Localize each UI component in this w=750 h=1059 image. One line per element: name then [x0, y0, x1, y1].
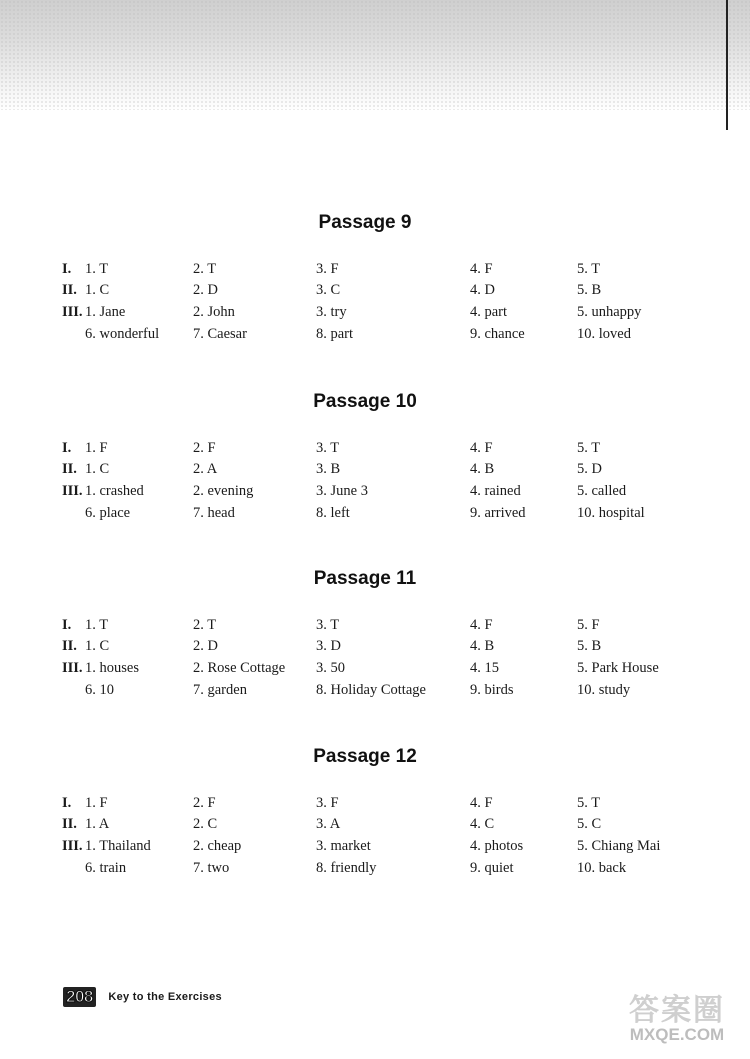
- answer-item: 3. try: [316, 304, 347, 320]
- answer-row: [0, 638, 750, 658]
- answer-item: 1. C: [85, 461, 110, 477]
- answer-item: 1. C: [85, 282, 110, 298]
- page-footer: [63, 987, 222, 1007]
- answer-item: 2. C: [193, 816, 218, 832]
- page-number: 208: [63, 987, 96, 1007]
- answer-item: 7. Caesar: [193, 326, 247, 342]
- passage-title: Passage 10: [313, 391, 417, 412]
- answer-item: 5. T: [577, 261, 601, 277]
- answer-item: 2. T: [193, 261, 217, 277]
- watermark-url: MXQE.COM: [629, 1025, 725, 1044]
- answer-item: 5. T: [577, 795, 601, 811]
- answer-row: [0, 483, 750, 503]
- answer-item: 5. unhappy: [577, 304, 642, 320]
- answer-item: 5. B: [577, 638, 602, 654]
- scan-shadow: [0, 0, 750, 110]
- answer-item: 1. houses: [85, 660, 139, 676]
- answer-item: 1. T: [85, 617, 109, 633]
- answer-item: 9. quiet: [470, 860, 514, 876]
- answer-row: [0, 795, 750, 815]
- answer-item: 4. F: [470, 617, 493, 633]
- answer-item: 4. F: [470, 795, 493, 811]
- answer-item: 5. D: [577, 461, 602, 477]
- answer-item: 3. 50: [316, 660, 345, 676]
- answer-item: 1. Jane: [85, 304, 126, 320]
- answer-item: 2. evening: [193, 483, 254, 499]
- passage-title: Passage 11: [313, 568, 417, 589]
- answer-row: [0, 440, 750, 460]
- answer-item: 3. D: [316, 638, 341, 654]
- answer-item: 7. head: [193, 505, 235, 521]
- answer-item: 1. F: [85, 795, 108, 811]
- answer-row: [0, 617, 750, 637]
- passage-title: Passage 12: [313, 746, 417, 767]
- footer-label: Key to the Exercises: [108, 991, 222, 1003]
- watermark-logo: [612, 985, 742, 1055]
- section-numeral: II.: [62, 461, 77, 477]
- answer-item: 3. C: [316, 282, 341, 298]
- answer-item: 2. A: [193, 461, 218, 477]
- answer-item: 4. C: [470, 816, 495, 832]
- answer-item: 4. rained: [470, 483, 521, 499]
- answer-item: 4. B: [470, 638, 495, 654]
- answer-item: 9. birds: [470, 682, 514, 698]
- answer-item: 5. C: [577, 816, 602, 832]
- answer-item: 1. F: [85, 440, 108, 456]
- answer-item: 1. T: [85, 261, 109, 277]
- answer-item: 3. June 3: [316, 483, 368, 499]
- answer-row: [0, 860, 750, 880]
- answer-item: 6. 10: [85, 682, 114, 698]
- answer-item: 4. part: [470, 304, 508, 320]
- answer-item: 8. part: [316, 326, 354, 342]
- answer-item: 8. friendly: [316, 860, 377, 876]
- answer-item: 5. Park House: [577, 660, 659, 676]
- answer-item: 4. B: [470, 461, 495, 477]
- answer-item: 3. F: [316, 795, 339, 811]
- section-numeral: III.: [62, 483, 83, 499]
- answer-item: 1. A: [85, 816, 110, 832]
- answer-item: 5. B: [577, 282, 602, 298]
- answer-row: [0, 505, 750, 525]
- answer-item: 4. D: [470, 282, 495, 298]
- section-numeral: I.: [62, 261, 72, 277]
- answer-item: 10. hospital: [577, 505, 645, 521]
- section-numeral: I.: [62, 440, 72, 456]
- section-numeral: II.: [62, 282, 77, 298]
- section-numeral: II.: [62, 638, 77, 654]
- answer-row: [0, 461, 750, 481]
- answer-item: 10. back: [577, 860, 627, 876]
- answer-item: 3. T: [316, 440, 340, 456]
- answer-item: 5. Chiang Mai: [577, 838, 661, 854]
- page-edge-line: [726, 0, 728, 130]
- answer-item: 5. called: [577, 483, 627, 499]
- section-numeral: I.: [62, 617, 72, 633]
- section-numeral: III.: [62, 304, 83, 320]
- answer-row: [0, 682, 750, 702]
- answer-item: 6. wonderful: [85, 326, 160, 342]
- answer-item: 2. F: [193, 440, 216, 456]
- answer-item: 5. F: [577, 617, 600, 633]
- answer-row: [0, 660, 750, 680]
- answer-row: [0, 326, 750, 346]
- answer-item: 3. A: [316, 816, 341, 832]
- answer-item: 2. F: [193, 795, 216, 811]
- answer-item: 1. C: [85, 638, 110, 654]
- answer-item: 6. train: [85, 860, 127, 876]
- passage-title: Passage 9: [318, 212, 412, 233]
- section-numeral: I.: [62, 795, 72, 811]
- answer-row: [0, 261, 750, 281]
- section-numeral: III.: [62, 660, 83, 676]
- section-numeral: II.: [62, 816, 77, 832]
- answer-row: [0, 838, 750, 858]
- answer-item: 2. T: [193, 617, 217, 633]
- answer-item: 5. T: [577, 440, 601, 456]
- answer-item: 4. photos: [470, 838, 524, 854]
- answer-item: 7. garden: [193, 682, 247, 698]
- watermark-text: 答案圈: [629, 994, 725, 1027]
- answer-item: 7. two: [193, 860, 230, 876]
- answer-item: 1. crashed: [85, 483, 144, 499]
- answer-row: [0, 816, 750, 836]
- answer-item: 8. Holiday Cottage: [316, 682, 426, 698]
- answer-item: 3. T: [316, 617, 340, 633]
- answer-item: 3. B: [316, 461, 341, 477]
- answer-item: 9. arrived: [470, 505, 526, 521]
- answer-item: 10. study: [577, 682, 631, 698]
- answer-item: 2. D: [193, 638, 218, 654]
- answer-row: [0, 282, 750, 302]
- answer-item: 6. place: [85, 505, 131, 521]
- answer-item: 3. F: [316, 261, 339, 277]
- answer-item: 1. Thailand: [85, 838, 151, 854]
- answer-item: 2. John: [193, 304, 235, 320]
- answer-row: [0, 304, 750, 324]
- answer-item: 8. left: [316, 505, 350, 521]
- answer-item: 4. F: [470, 261, 493, 277]
- answer-item: 2. D: [193, 282, 218, 298]
- answer-item: 4. F: [470, 440, 493, 456]
- answer-item: 2. Rose Cottage: [193, 660, 286, 676]
- answer-item: 10. loved: [577, 326, 631, 342]
- answer-item: 3. market: [316, 838, 371, 854]
- section-numeral: III.: [62, 838, 83, 854]
- answer-item: 4. 15: [470, 660, 499, 676]
- answer-item: 2. cheap: [193, 838, 242, 854]
- answer-item: 9. chance: [470, 326, 525, 342]
